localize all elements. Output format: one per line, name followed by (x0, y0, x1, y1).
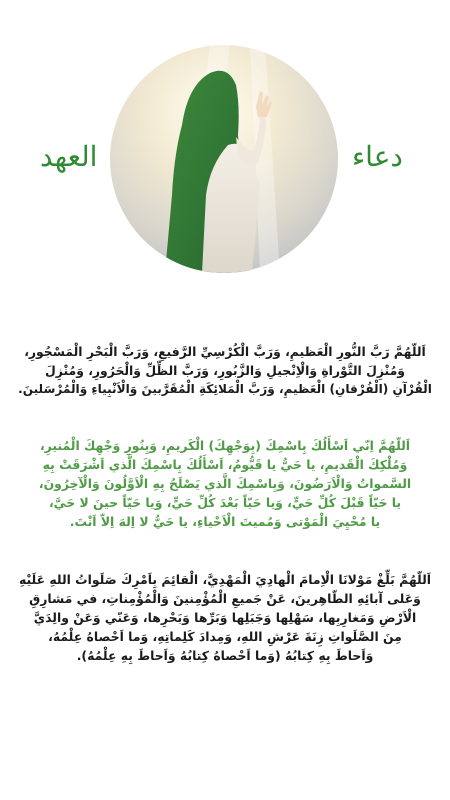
paragraph-line: وَمُنْزِلَ التَّوْراةِ وَالْاِنْجيلِ وَالزَّبُورِ، وَرَبَّ الظِّلِّ وَالْحَرُورِ، وَمُنْزِلَ (45, 363, 405, 378)
header (0, 0, 450, 290)
paragraph-line: الْقُرْآنِ (الْفُرْقانِ) الْعَظيمِ، وَرَبَّ الْمَلائِكَةِ الْمُقَرَّبينَ وَالْاَنْبِياءِ وَالْمُرْسَلينَ. (18, 382, 432, 396)
prayer-paragraph-2 (14, 436, 436, 531)
paragraph-line: يا مُحْيِيَ الْمَوْتى وَمُميتَ الْاَحْياءِ، يا حَيُّ لا اِلهَ اِلاّ اَنْتَ. (69, 514, 381, 529)
paragraph-line: وَعَلى آبائِهِ الطّاهِرينَ، عَنْ جَميعِ الْمُؤْمِنينَ وَالْمُؤْمِناتِ، في مَشارِقِ (29, 591, 421, 606)
prayer-paragraph-3 (14, 570, 436, 665)
paragraph-line: مِنَ الصَّلَواتِ زِنَةَ عَرْشِ اللهِ، وَمِدادَ كَلِماتِهِ، وَما اَحْصاهُ عِلْمُهُ، (48, 629, 402, 644)
paragraph-line: اَللّهُمَّ بَلِّغْ مَوْلانَا الْاِمامَ الْهادِيَ الْمَهْدِيَّ، الْقائِمَ بِاَمْرِكَ صَلَواتُ اللهِ عَلَيْهِ (18, 572, 431, 587)
praying-figure-illustration (110, 45, 338, 273)
title-word-ahd: العهد (40, 140, 98, 173)
paragraph-line: وَاَحاطَ بِهِ كِتابُهُ (وَما اَحْصاهُ كِتابُهُ وَاَحاطَ بِهِ عِلْمُهُ). (76, 648, 374, 663)
paragraph-line: اَللّهُمَّ رَبَّ النُّورِ الْعَظيمِ، وَرَبَّ الْكُرْسِيِّ الرَّفيعِ، وَرَبَّ الْبَحْرِ الْمَسْجُورِ، (24, 344, 426, 359)
portrait-image (110, 45, 338, 273)
title-word-dua: دعاء (352, 140, 403, 173)
paragraph-line: الْاَرْضِ وَمَغارِبِها، سَهْلِها وَجَبَلِها وَبَرِّها وَبَحْرِها، وَعَنّي وَعَنْ والِدَيَّ (33, 610, 417, 625)
paragraph-line: السَّمواتُ وَالْاَرَضُونَ، وَبِاسْمِكَ الَّذي يَصْلَحُ بِهِ الْاَوَّلُونَ وَالْآخِرُونَ، (38, 476, 412, 491)
paragraph-line: اَللّهُمَّ اِنّي اَسْأَلُكَ بِاسْمِكَ (بِوَجْهِكَ) الْكَريمِ، وَبِنُورِ وَجْهِكَ الْمُنيرِ، (39, 438, 411, 453)
prayer-paragraph-1 (14, 342, 436, 399)
paragraph-line: وَمُلْكِكَ الْقَديمِ، يا حَيُّ يا قَيُّومُ، اَسْأَلُكَ بِاسْمِكَ الَّذي اَشْرَقَتْ بِهِ (42, 457, 408, 472)
paragraph-line: يا حَيّاً قَبْلَ كُلِّ حَيٍّ، وَيا حَيّاً بَعْدَ كُلِّ حَيٍّ، وَيا حَيّاً حينَ لا حَيَّ، (48, 495, 402, 510)
